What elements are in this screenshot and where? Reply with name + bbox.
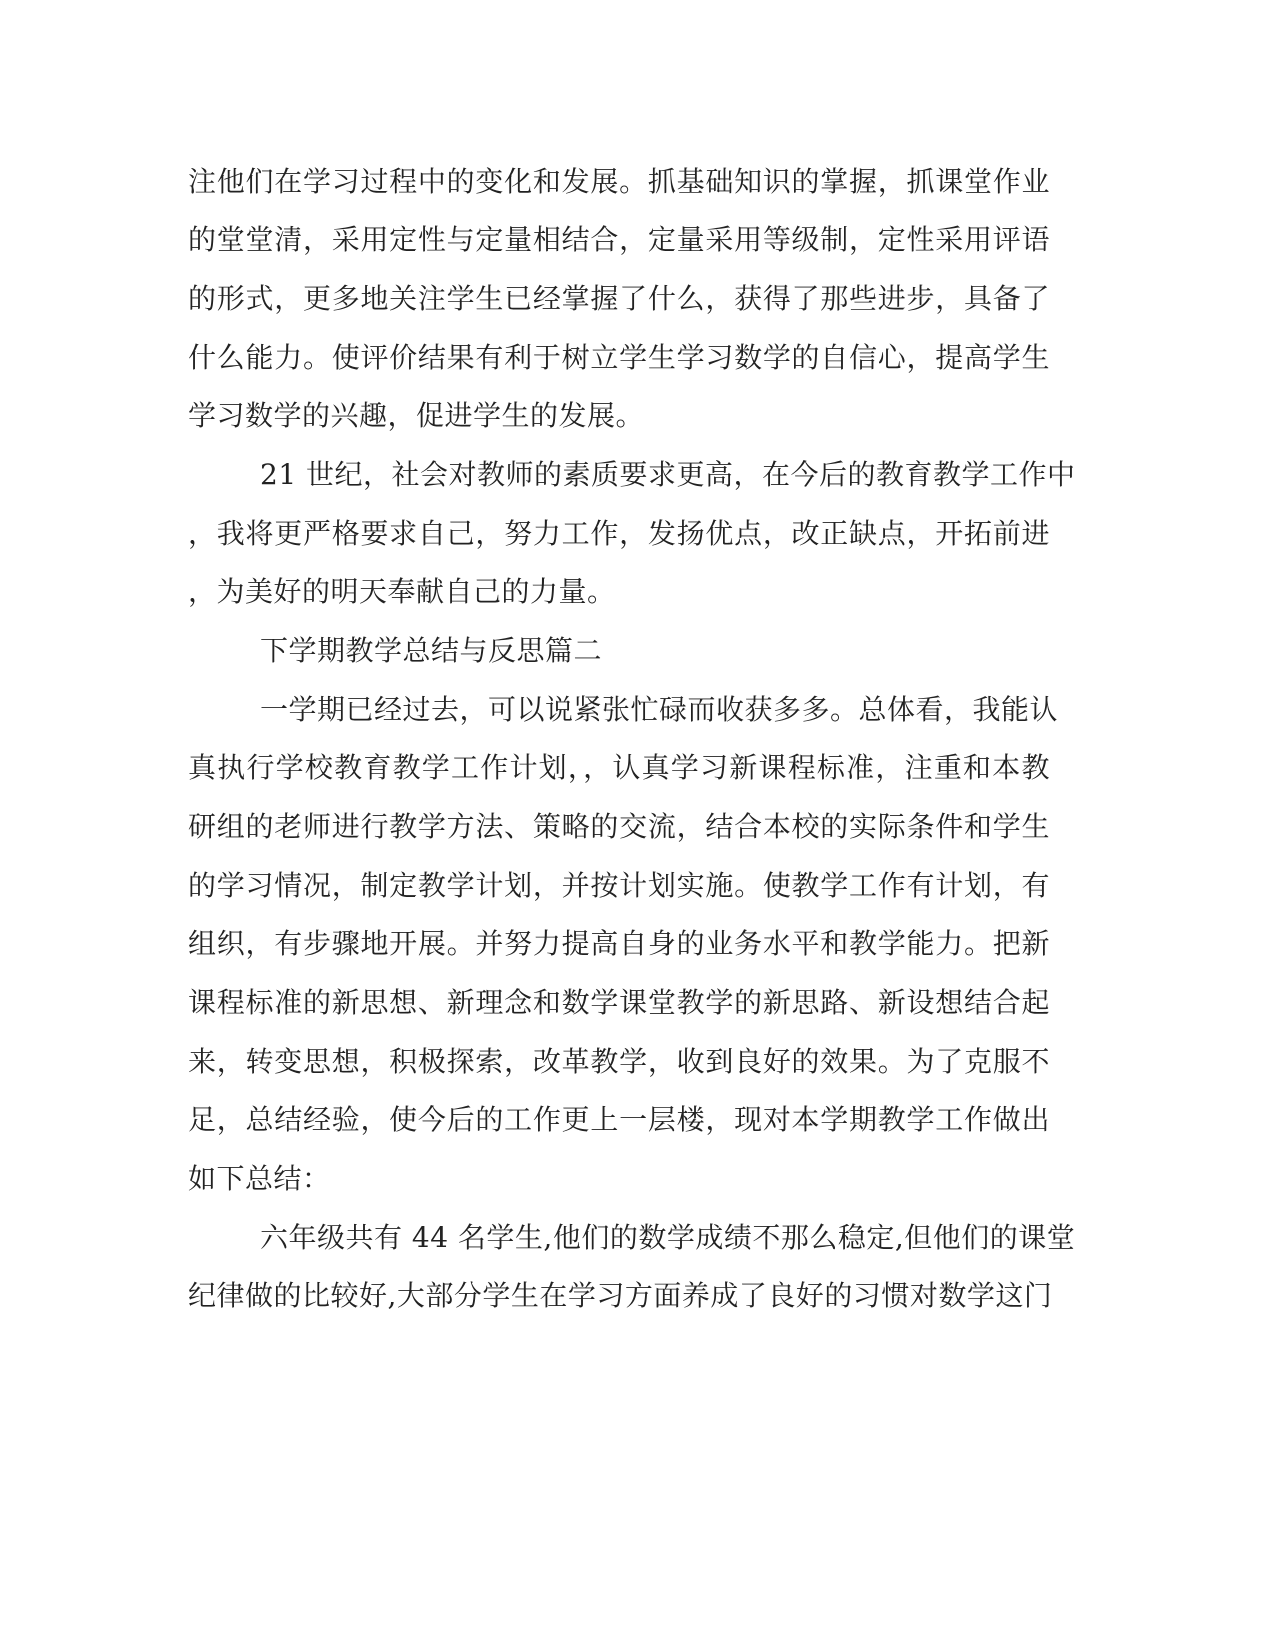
text-line: 六年级共有 44 名学生,他们的数学成绩不那么稳定,但他们的课堂	[260, 1221, 1076, 1254]
text-line: 真执行学校教育教学工作计划，，认真学习新课程标准，注重和本教	[188, 751, 1050, 784]
text-line: 学习数学的兴趣，促进学生的发展。	[188, 399, 645, 432]
text-line: 如下总结：	[188, 1162, 331, 1195]
text-line: 什么能力。使评价结果有利于树立学生学习数学的自信心，提高学生	[188, 341, 1050, 374]
text-line: ，为美好的明天奉献自己的力量。	[188, 575, 616, 608]
text-line: 来，转变思想，积极探索，改革教学，收到良好的效果。为了克服不	[188, 1045, 1050, 1078]
text-line: 的形式，更多地关注学生已经掌握了什么，获得了那些进步，具备了	[188, 282, 1050, 315]
text-line: 纪律做的比较好,大部分学生在学习方面养成了良好的习惯对数学这门	[188, 1279, 1053, 1312]
text-line: 课程标准的新思想、新理念和数学课堂教学的新思路、新设想结合起	[188, 986, 1050, 1019]
text-line: 足，总结经验，使今后的工作更上一层楼，现对本学期教学工作做出	[188, 1103, 1050, 1136]
text-line: 注他们在学习过程中的变化和发展。抓基础知识的掌握，抓课堂作业	[188, 165, 1050, 198]
text-line: 研组的老师进行教学方法、策略的交流，结合本校的实际条件和学生	[188, 810, 1050, 843]
text-line: 组织，有步骤地开展。并努力提高自身的业务水平和教学能力。把新	[188, 927, 1050, 960]
section-heading: 下学期教学总结与反思篇二	[260, 634, 603, 667]
text-line: 的堂堂清，采用定性与定量相结合，定量采用等级制，定性采用评语	[188, 223, 1050, 256]
text-line: 21 世纪，社会对教师的素质要求更高，在今后的教育教学工作中	[260, 458, 1076, 491]
text-line: 的学习情况，制定教学计划，并按计划实施。使教学工作有计划，有	[188, 869, 1050, 902]
text-line: 一学期已经过去，可以说紧张忙碌而收获多多。总体看，我能认	[260, 693, 1059, 726]
text-line: ，我将更严格要求自己，努力工作，发扬优点，改正缺点，开拓前进	[188, 517, 1050, 550]
